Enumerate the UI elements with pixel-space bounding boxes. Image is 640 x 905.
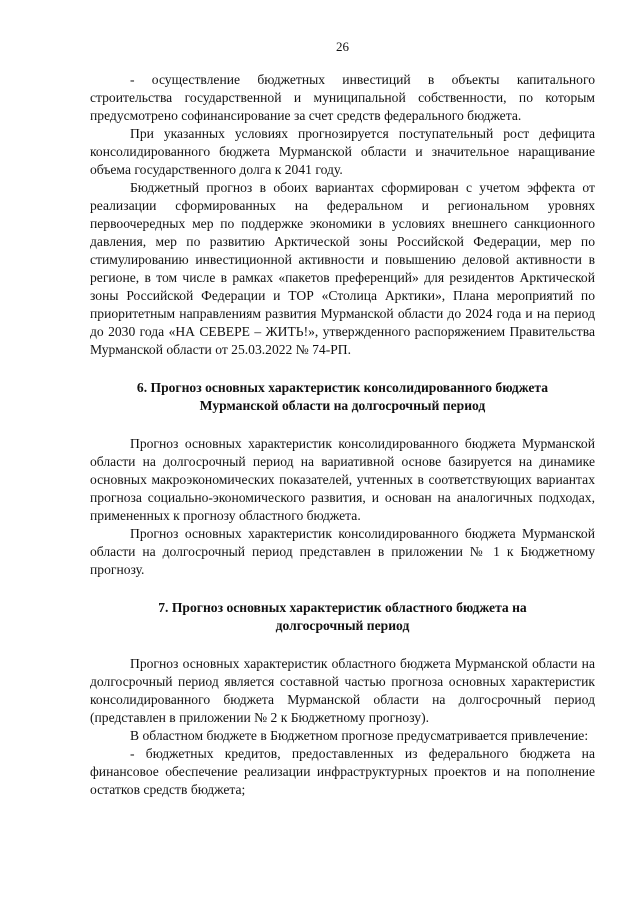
paragraph-budget-credits: - бюджетных кредитов, предоставленных из федерального бюджета на финансовое обеспечение реализации инфраструктурных проектов и на пополнение остатков средств бюджета; — [90, 746, 595, 797]
section-7-heading-line-1: 7. Прогноз основных характеристик областного бюджета на — [158, 600, 527, 615]
paragraph-borrowing-intro: В областном бюджете в Бюджетном прогнозе предусматривается привлечение: — [130, 728, 589, 743]
section-7-heading — [90, 599, 595, 635]
paragraph-regional-forecast: Прогноз основных характеристик областного бюджета Мурманской области на долгосрочный период является составной частью прогноза основных характеристик консолидированного бюджета Мурманской области на долгосрочный период (представлен в приложении № 2 к Бюджетному прогнозу). — [90, 656, 595, 725]
paragraph-appendix-1: Прогноз основных характеристик консолидированного бюджета Мурманской области на долгосрочный период представлен в приложении № 1 к Бюджетному прогнозу. — [90, 526, 595, 577]
document-page — [90, 38, 595, 799]
section-6-heading — [90, 379, 595, 415]
paragraph-consolidated-forecast-basis: Прогноз основных характеристик консолидированного бюджета Мурманской области на долгосрочный период на вариативной основе базируется на динамике основных макроэкономических показателей, учтенных в соответствующих вариантах прогноза социально-экономического развития, и основан на аналогичных подходах, примененных к прогнозу областного бюджета. — [90, 436, 595, 523]
paragraph-deficit-growth: При указанных условиях прогнозируется поступательный рост дефицита консолидированного бюджета Мурманской области и значительное наращивание объема государственного долга к 2041 году. — [90, 126, 595, 177]
section-6-heading-line-1: 6. Прогноз основных характеристик консолидированного бюджета — [136, 380, 549, 395]
section-6-heading-line-2: Мурманской области на долгосрочный период — [199, 398, 486, 413]
page-number: 26 — [336, 39, 349, 54]
section-7-heading-line-2: долгосрочный период — [275, 618, 410, 633]
paragraph-investments: - осуществление бюджетных инвестиций в объекты капитального строительства государственной и муниципальной собственности, по которым предусмотрено софинансирование за счет средств федерального бюджета. — [90, 72, 595, 123]
paragraph-forecast-measures: Бюджетный прогноз в обоих вариантах сформирован с учетом эффекта от реализации сформированных на федеральном и региональном уровнях первоочередных мер по поддержке экономики в условиях внешнего санкционного давления, мер по развитию Арктической зоны Российской Федерации, мер по стимулированию инвестиционной активности и повышению деловой активности в регионе, в том числе в рамках «пакетов преференций» для резидентов Арктической зоны Российской Федерации и ТОР «Столица Арктики», Плана мероприятий по приоритетным направлениям развития Мурманской области до 2024 года и на период до 2030 года «НА СЕВЕРЕ – ЖИТЬ!», утвержденного распоряжением Правительства Мурманской области от 25.03.2022 № 74-РП. — [90, 180, 595, 357]
